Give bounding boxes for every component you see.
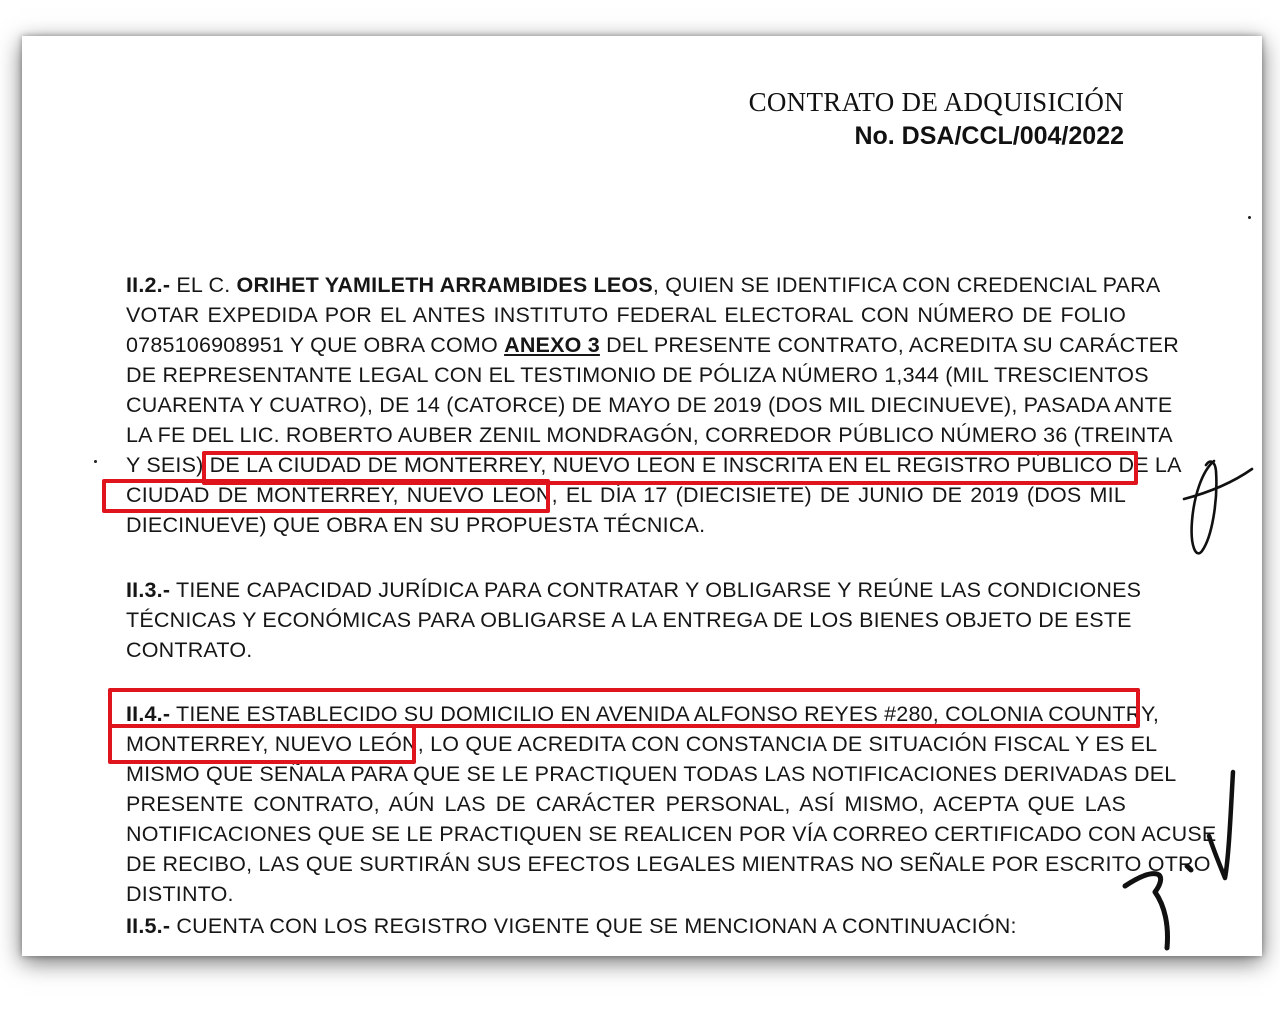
handwritten-signature-mark	[1117, 766, 1247, 951]
clause-4-line-1: II.4.- TIENE ESTABLECIDO SU DOMICILIO EN AVENIDA ALFONSO REYES #280, COLONIA COUNTRY,	[126, 702, 1159, 726]
clause-2-line-5: CUARENTA Y CUATRO), DE 14 (CATORCE) DE MAYO DE 2019 (DOS MIL DIECINUEVE), PASADA ANTE	[126, 393, 1173, 417]
clause-2-line-9: DIECINUEVE) QUE OBRA EN SU PROPUESTA TÉCNICA.	[126, 513, 706, 537]
clause-4-line-6: DE RECIBO, LAS QUE SURTIRÁN SUS EFECTOS LEGALES MIENTRAS NO SEÑALE POR ESCRITO OTRO	[126, 852, 1211, 876]
clause-2-line-3: 0785106908951 Y QUE OBRA COMO ANEXO 3 DEL PRESENTE CONTRATO, ACREDITA SU CARÁCTER	[126, 333, 1179, 357]
clause-2-line-1: II.2.- EL C. ORIHET YAMILETH ARRAMBIDES LEOS, QUIEN SE IDENTIFICA CON CREDENCIAL PARA	[126, 273, 1161, 297]
document-header	[749, 86, 1124, 152]
highlight-box-address-city	[108, 724, 416, 764]
clause-4-line-5: NOTIFICACIONES QUE SE LE PRACTIQUEN SE REALICEN POR VÍA CORREO CERTIFICADO CON ACUSE	[126, 822, 1217, 846]
clause-3-line-2: TÉCNICAS Y ECONÓMICAS PARA OBLIGARSE A LA ENTREGA DE LOS BIENES OBJETO DE ESTE	[126, 608, 1132, 632]
contract-title: CONTRATO DE ADQUISICIÓN	[748, 87, 1124, 117]
representative-name: ORIHET YAMILETH ARRAMBIDES LEOS	[236, 273, 653, 297]
clause-4-number: II.4.-	[126, 702, 171, 726]
highlight-box-city	[102, 479, 550, 513]
annex-reference: ANEXO 3	[504, 333, 600, 357]
clause-4-line-4: PRESENTE CONTRATO, AÚN LAS DE CARÁCTER PERSONAL, ASÍ MISMO, ACEPTA QUE LAS	[126, 792, 1126, 816]
clause-2-line-8: CIUDAD DE MONTERREY, NUEVO LEON, EL DÍA 17 (DIECISIETE) DE JUNIO DE 2019 (DOS MIL	[126, 483, 1126, 507]
document-page	[22, 36, 1262, 956]
contract-number: No. DSA/CCL/004/2022	[854, 122, 1124, 150]
clause-2-line-6: LA FE DEL LIC. ROBERTO AUBER ZENIL MONDRAGÓN, CORREDOR PÚBLICO NÚMERO 36 (TREINTA	[126, 423, 1173, 447]
clause-4-line-7: DISTINTO.	[126, 882, 234, 906]
clause-2-number: II.2.-	[126, 273, 171, 297]
highlight-box-address	[108, 688, 1159, 728]
clause-5-line-1: II.5.- CUENTA CON LOS REGISTRO VIGENTE QUE SE MENCIONAN A CONTINUACIÓN:	[126, 914, 1017, 938]
clause-2-line-7: Y SEIS) DE LA CIUDAD DE MONTERREY, NUEVO LEON E INSCRITA EN EL REGISTRO PÚBLICO DE LA	[126, 453, 1182, 477]
clause-4-line-2: MONTERREY, NUEVO LEÓN, LO QUE ACREDITA CON CONSTANCIA DE SITUACIÓN FISCAL Y ES EL	[126, 732, 1158, 756]
scan-speck	[1248, 216, 1251, 219]
clause-4-line-3: MISMO QUE SEÑALA PARA QUE SE LE PRACTIQUEN TODAS LAS NOTIFICACIONES DERIVADAS DEL	[126, 762, 1177, 786]
clause-3-line-1: II.3.- TIENE CAPACIDAD JURÍDICA PARA CONTRATAR Y OBLIGARSE Y REÚNE LAS CONDICIONES	[126, 578, 1142, 602]
scan-speck	[94, 460, 97, 463]
clause-2-line-4: DE REPRESENTANTE LEGAL CON EL TESTIMONIO DE PÓLIZA NÚMERO 1,344 (MIL TRESCIENTOS	[126, 363, 1149, 387]
clause-5-number: II.5.-	[126, 914, 171, 938]
handwritten-initial-mark	[1172, 451, 1262, 571]
clause-3-number: II.3.-	[126, 578, 171, 602]
clause-3-line-3: CONTRATO.	[126, 638, 253, 662]
clause-2-line-2: VOTAR EXPEDIDA POR EL ANTES INSTITUTO FEDERAL ELECTORAL CON NÚMERO DE FOLIO	[126, 303, 1126, 327]
